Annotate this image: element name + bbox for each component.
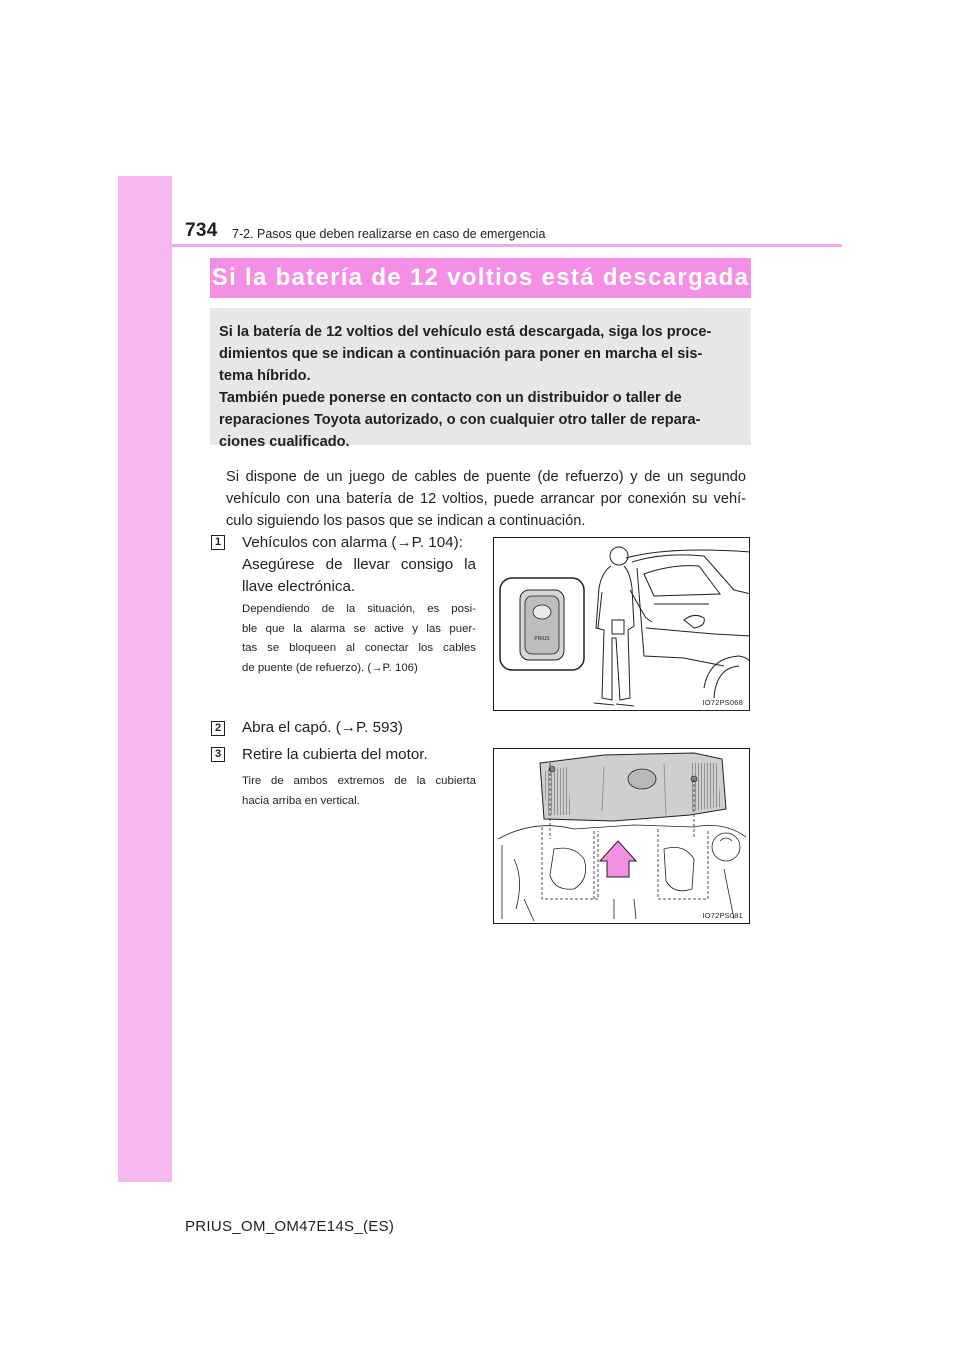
intro-line: reparaciones Toyota autorizado, o con cualquier otro taller de repara- <box>219 412 701 428</box>
step-number-2: 2 <box>211 721 225 736</box>
step-1-note <box>242 600 476 678</box>
step-3-text <box>242 744 476 766</box>
intro-line: ciones cualificado. <box>219 434 350 450</box>
step-1-note-line: Dependiendo de la situación, es posi- <box>242 603 476 615</box>
intro-line: dimientos que se indican a continuación para poner en marcha el sis- <box>219 346 703 362</box>
step-1-line: llave electrónica. <box>242 578 356 595</box>
chapter-side-tab <box>118 176 172 1182</box>
intro-line: Si la batería de 12 voltios del vehículo está descargada, siga los proce- <box>219 324 712 340</box>
intro-line: tema híbrido. <box>219 368 311 384</box>
body-paragraph <box>226 466 746 532</box>
section-title: Si la batería de 12 voltios está descargada <box>211 264 750 291</box>
section-title-bar <box>210 258 751 298</box>
step-number-1: 1 <box>211 535 225 550</box>
step-2-text <box>242 717 476 739</box>
intro-line: También puede ponerse en contacto con un distribuidor o taller de <box>219 390 682 406</box>
step-1-note-line: ble que la alarma se active y las puer- <box>242 622 476 635</box>
body-line: Si dispone de un juego de cables de puente (de refuerzo) y de un segundo <box>226 469 746 485</box>
step-1-note-line: tas se bloqueen al conectar los cables <box>242 642 476 654</box>
figure-code: IO72PS081 <box>702 911 743 920</box>
step-2-line: Abra el capó. (→P. 593) <box>242 719 403 736</box>
header-rule <box>172 244 842 247</box>
step-1-line: Asegúrese de llevar consigo la <box>242 556 476 573</box>
step-3-note-line: Tire de ambos extremos de la cubierta <box>242 775 476 787</box>
engine-cover-illustration <box>494 749 750 924</box>
step-3-note-line: hacia arriba en vertical. <box>242 794 360 807</box>
step-3-note <box>242 772 476 811</box>
figure-key-door-illustration <box>493 537 750 711</box>
body-line: vehículo con una batería de 12 voltios, puede arrancar por conexión su vehí- <box>226 491 746 507</box>
page-number: 734 <box>185 220 218 241</box>
key-fob-label: PRIUS <box>534 636 550 642</box>
step-1-note-line: de puente (de refuerzo). (→P. 106) <box>242 661 418 674</box>
step-1-line: Vehículos con alarma (→P. 104): <box>242 534 463 551</box>
footer-doc-id: PRIUS_OM_OM47E14S_(ES) <box>185 1218 395 1235</box>
step-3-line: Retire la cubierta del motor. <box>242 746 428 763</box>
key-door-illustration <box>494 538 750 711</box>
section-path: 7-2. Pasos que deben realizarse en caso de emergencia <box>232 227 546 241</box>
intro-box <box>210 308 751 450</box>
body-line: culo siguiendo los pasos que se indican a continuación. <box>226 513 586 529</box>
figure-engine-cover-illustration <box>493 748 750 924</box>
step-1-text <box>242 532 476 598</box>
figure-code: IO72PS068 <box>702 698 743 707</box>
step-number-3: 3 <box>211 747 225 762</box>
